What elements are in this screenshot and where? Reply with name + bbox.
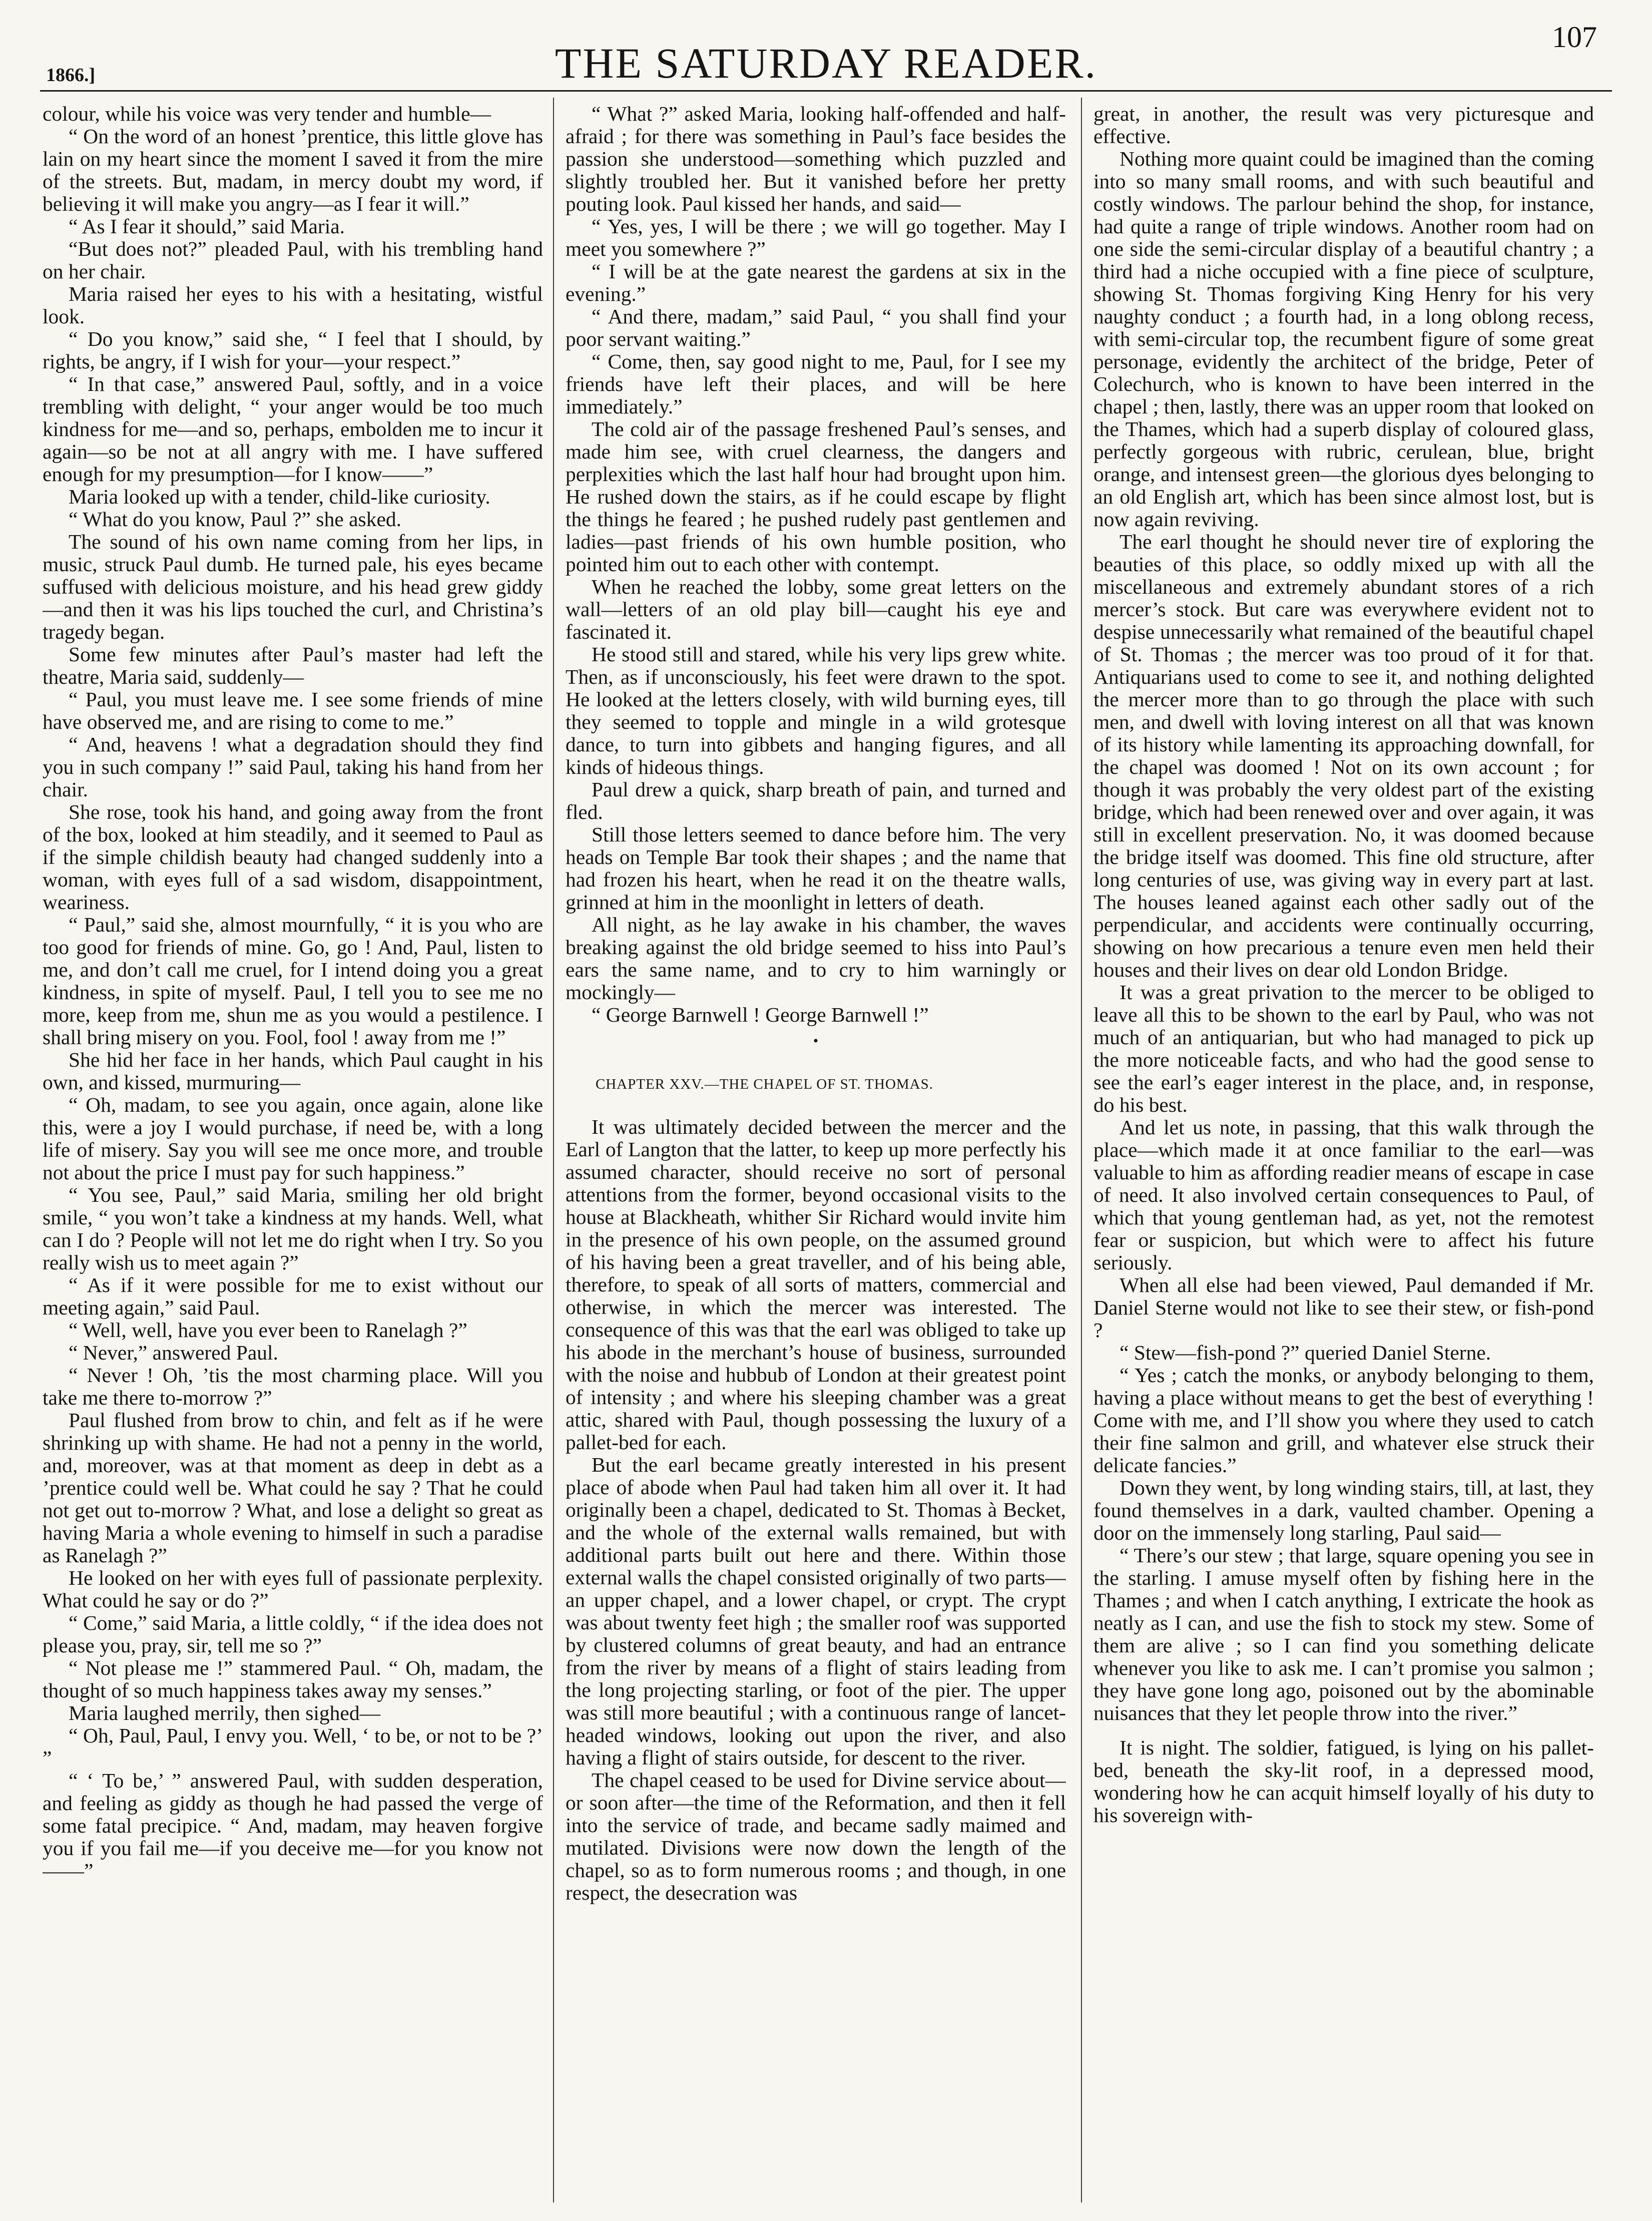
paragraph: “ Never ! Oh, ’tis the most charming place. Will you take me there to-morrow ?” <box>43 1364 543 1409</box>
paragraph: She hid her face in her hands, which Paul caught in his own, and kissed, murmuring— <box>43 1048 543 1094</box>
column-divider <box>553 98 554 2202</box>
paragraph: “ Not please me !” stammered Paul. “ Oh, madam, the thought of so much happiness takes away my senses.” <box>43 1656 543 1702</box>
paragraph: Maria looked up with a tender, child-like curiosity. <box>69 485 490 508</box>
paragraph: “ As I fear it should,” said Maria. <box>69 215 345 238</box>
paragraph: Maria raised her eyes to his with a hesitating, wistful look. <box>43 282 543 328</box>
paragraph: “ Oh, Paul, Paul, I envy you. Well, ‘ to be, or not to be ?’ ” <box>43 1724 543 1769</box>
paragraph: “ And there, madam,” said Paul, “ you shall find your poor servant waiting.” <box>566 305 1066 350</box>
paragraph: “ What ?” asked Maria, looking half-offended and half-afraid ; for there was something in Paul’s face besides the passion she understood—something which puzzled and slightly troubled her. But it vanished before her pretty pouting look. Paul kissed her hands, and said— <box>566 103 1066 215</box>
column-1 <box>43 103 543 2202</box>
column-3 <box>1093 103 1594 2202</box>
chapter-heading: CHAPTER XXV.—THE CHAPEL OF ST. THOMAS. <box>596 1076 933 1092</box>
paragraph: The earl thought he should never tire of exploring the beauties of this place, so oddly mixed up with all the miscellaneous and extremely abundant stores of a rich mercer’s stock. But care was everywhere evident not to despise unnecessarily what remained of the beautiful chapel of St. Thomas ; the mercer was too proud of it for that. Antiquarians used to come to see it, and nothing delighted the mercer more than to go through the place with such men, and dwell with loving interest on all that was known of its history while lamenting its approaching downfall, for the chapel was doomed ! Not on its own account ; for though it was probably the very oldest part of the existing bridge, which had been renewed over and over again, it was still in excellent preservation. No, it was doomed because the bridge itself was doomed. This fine old structure, after long centuries of use, was giving way in every part at last. The houses leaned against each other sadly out of the perpendicular, and accidents were continually occurring, showing on how precarious a tenure even men held their houses and their lives on dear old London Bridge. <box>1093 530 1594 981</box>
column-divider <box>1081 98 1082 2202</box>
paragraph: Nothing more quaint could be imagined than the coming into so many small rooms, and with such beautiful and costly windows. The parlour behind the shop, for instance, had quite a range of triple windows. Another room had on one side the semi-circular display of a beautiful chantry ; a third had a niche occupied with a fine piece of sculpture, showing St. Thomas forgiving King Henry for his very naughty conduct ; a fourth had, in a long oblong recess, with semi-circular top, the recumbent figure of some great personage, evidently the architect of the bridge, Peter of Colechurch, who is known to have been interred in the chapel ; then, lastly, there was an upper room that looked on the Thames, which had a superb display of coloured glass, perfectly gorgeous with rubric, cerulean, blue, bright orange, and intensest green—the glorious dyes belonging to an old English art, which has been since almost lost, but is now again reviving. <box>1093 147 1594 531</box>
paragraph: “ Oh, madam, to see you again, once again, alone like this, were a joy I would purchase, if need be, with a long life of misery. Say you will see me once more, and trouble not about the price I must pay for such happiness.” <box>43 1093 543 1184</box>
paragraph: “ As if it were possible for me to exist without our meeting again,” said Paul. <box>43 1273 543 1319</box>
paragraph: When he reached the lobby, some great letters on the wall—letters of an old play bill—caught his eye and fascinated it. <box>566 575 1066 643</box>
paragraph: “ Stew—fish-pond ?” queried Daniel Sterne. <box>1120 1341 1491 1364</box>
page-number: 107 <box>1552 21 1597 54</box>
paragraph: The cold air of the passage freshened Paul’s senses, and made him see, with cruel clearness, the dangers and perplexities which the last half hour had brought upon him. He rushed down the stairs, as if he could escape by flight the things he feared ; he pushed rudely past gentlemen and ladies—past friends of his own humble position, who pointed him out to each other with contempt. <box>566 417 1066 576</box>
paragraph: Some few minutes after Paul’s master had left the theatre, Maria said, suddenly— <box>43 643 543 688</box>
column-2 <box>566 103 1066 2202</box>
paragraph: “ Come, then, say good night to me, Paul, for I see my friends have left their places, and will be here immediately.” <box>566 350 1066 418</box>
paragraph: She rose, took his hand, and going away from the front of the box, looked at him steadily, and it seemed to Paul as if the simple childish beauty had changed suddenly into a woman, with eyes full of a sad wisdom, disappointment, weariness. <box>43 800 543 914</box>
header-rule <box>40 90 1612 92</box>
paragraph: Maria laughed merrily, then sighed— <box>69 1701 381 1724</box>
paragraph: All night, as he lay awake in his chamber, the waves breaking against the old bridge seemed to hiss into Paul’s ears the same name, and to cry to him warningly or mockingly— <box>566 913 1066 1004</box>
paragraph: “ On the word of an honest ’prentice, this little glove has lain on my heart since the moment I saved it from the mire of the streets. But, madam, in mercy doubt my word, if believing it will make you angry—as I fear it will.” <box>43 125 543 215</box>
paragraph: “ Do you know,” said she, “ I feel that I should, by rights, be angry, if I wish for your—your respect.” <box>43 327 543 373</box>
paragraph: “ What do you know, Paul ?” she asked. <box>69 508 401 531</box>
paragraph: He stood still and stared, while his very lips grew white. Then, as if unconsciously, his feet were drawn to the spot. He looked at the letters closely, with wild burning eyes, till they seemed to topple and mingle in a wild grotesque dance, to turn into gibbets and hanging figures, and all kinds of hideous things. <box>566 643 1066 778</box>
paragraph: “ I will be at the gate nearest the gardens at six in the evening.” <box>566 260 1066 305</box>
paragraph: “ Yes ; catch the monks, or anybody belonging to them, having a place without means to get the best of everything ! Come with me, and I’ll show you where they used to catch their fine salmon and grill, and whatever else struck their delicate fancies.” <box>1093 1364 1594 1477</box>
paragraph: “ In that case,” answered Paul, softly, and in a voice trembling with delight, “ your anger would be too much kindness for me—and so, perhaps, embolden me to incur it again—so be not at all angry with me. I have suffered enough for my presumption—for I know——” <box>43 372 543 486</box>
paragraph: The chapel ceased to be used for Divine service about—or soon after—the time of the Reformation, and then it fell into the service of trade, and became sadly maimed and mutilated. Divisions were now down the length of the chapel, so as to form numerous rooms ; and though, in one respect, the desecration was <box>566 1768 1066 1904</box>
paragraph: “ And, heavens ! what a degradation should they find you in such company !” said Paul, taking his hand from her chair. <box>43 733 543 801</box>
paragraph: “ There’s our stew ; that large, square opening you see in the starling. I amuse myself often by fishing here in the Thames ; and when I catch anything, I extricate the hook as neatly as I can, and use the fish to stock my stew. Some of them are alive ; so I can find you something delicate whenever you like to ask me. I can’t promise you salmon ; they have gone long ago, poisoned out by the abominable nuisances that they let people throw into the river.” <box>1093 1544 1594 1724</box>
paragraph: “ ‘ To be,’ ” answered Paul, with sudden desperation, and feeling as giddy as though he had passed the verge of some fatal precipice. “ And, madam, may heaven forgive you if you fail me—if you deceive me—for you know not——” <box>43 1769 543 1882</box>
paragraph: “ Well, well, have you ever been to Ranelagh ?” <box>69 1318 467 1342</box>
paragraph: But the earl became greatly interested in his present place of abode when Paul had taken him all over it. It had originally been a chapel, dedicated to St. Thomas à Becket, and the whole of the external walls remained, but with additional parts built out here and there. Within those external walls the chapel consisted originally of two parts—an upper chapel, and a lower chapel, or crypt. The crypt was about twenty feet high ; the smaller roof was supported by clustered columns of great beauty, and had an entrance from the river by means of a flight of stairs leading from the long projecting starling, or foot of the pier. The upper was still more beautiful ; with a continuous range of lancet-headed windows, looking out upon the river, and also having a flight of stairs outside, for descent to the river. <box>566 1453 1066 1769</box>
paragraph: “ George Barnwell ! George Barnwell !” <box>592 1003 929 1026</box>
paragraph: “ Yes, yes, I will be there ; we will go together. May I meet you somewhere ?” <box>566 215 1066 260</box>
newspaper-title: THE SATURDAY READER. <box>555 39 1097 87</box>
paragraph: great, in another, the result was very picturesque and effective. <box>1093 103 1594 148</box>
paragraph: It was ultimately decided between the mercer and the Earl of Langton that the latter, to keep up more perfectly his assumed character, should receive no sort of personal attentions from the former, beyond occasional visits to the house at Blackheath, whither Sir Richard would invite him in the presence of his own people, on the assumed ground of his having been a great traveller, and of his being able, therefore, to speak of all sorts of matters, commercial and otherwise, in which the mercer was interested. The consequence of this was that the earl was obliged to take up his abode in the merchant’s house of business, surrounded with the noise and hubbub of London at their greatest point of intensity ; and where his sleeping chamber was a great attic, shared with Paul, though possessing the luxury of a pallet-bed for each. <box>566 1115 1066 1454</box>
paragraph: “ Come,” said Maria, a little coldly, “ if the idea does not please you, pray, sir, tell me so ?” <box>43 1611 543 1657</box>
paragraph: “ You see, Paul,” said Maria, smiling her old bright smile, “ you won’t take a kindness at my hands. Well, what can I do ? People will not let me do right when I try. So you really wish us to meet again ?” <box>43 1183 543 1274</box>
paragraph: It is night. The soldier, fatigued, is lying on his pallet-bed, beneath the sky-lit roof, in a depressed mood, wondering how he can acquit himself loyally of his duty to his sovereign with- <box>1093 1736 1594 1827</box>
paragraph: “ Paul, you must leave me. I see some friends of mine have observed me, and are rising to come to me.” <box>43 688 543 733</box>
paragraph: “ Paul,” said she, almost mournfully, “ it is you who are too good for friends of mine. Go, go ! And, Paul, listen to me, and don’t call me cruel, for I intend doing you a great kindness, in spite of myself. Paul, I tell you to see me no more, keep from me, shun me as you would a pestilence. I shall bring misery on you. Fool, fool ! away from me !” <box>43 913 543 1049</box>
paragraph: colour, while his voice was very tender and humble— <box>43 103 491 125</box>
paragraph: The sound of his own name coming from her lips, in music, struck Paul dumb. He turned pale, his eyes became suffused with delicious moisture, and his head grew giddy—and then it was his lips touched the curl, and Christina’s tragedy began. <box>43 530 543 643</box>
paragraph: Paul flushed from brow to chin, and felt as if he were shrinking up with shame. He had not a penny in the world, and, moreover, was at that moment as deep in debt as a ’prentice could well be. What could he say ? That he could not get out to-morrow ? What, and lose a delight so great as having Maria a whole evening to himself in such a paradise as Ranelagh ?” <box>43 1409 543 1567</box>
paragraph: “But does not?” pleaded Paul, with his trembling hand on her chair. <box>43 237 543 283</box>
paragraph: “ Never,” answered Paul. <box>69 1341 278 1364</box>
masthead <box>40 20 1612 85</box>
paragraph: Still those letters seemed to dance before him. The very heads on Temple Bar took their shapes ; and the name that had frozen his heart, when he read it on the theatre walls, grinned at him in the moonlight in letters of death. <box>566 823 1066 914</box>
issue-date: 1866.] <box>46 65 96 86</box>
section-bullet: • <box>813 1033 819 1049</box>
paragraph: It was a great privation to the mercer to be obliged to leave all this to be shown to the earl by Paul, who was not much of an antiquarian, but who had managed to pick up the more noticeable facts, and who had the good sense to see the earl’s eager interest in the place, and, in response, do his best. <box>1093 981 1594 1116</box>
paragraph: And let us note, in passing, that this walk through the place—which made it at once familiar to the earl—was valuable to him as affording readier means of escape in case of need. It also involved certain consequences to Paul, of which that young gentleman had, as yet, not the remotest fear or suspicion, but which were to affect his future seriously. <box>1093 1116 1594 1274</box>
paragraph: Down they went, by long winding stairs, till, at last, they found themselves in a dark, vaulted chamber. Opening a door on the immensely long starling, Paul said— <box>1093 1476 1594 1544</box>
paragraph: Paul drew a quick, sharp breath of pain, and turned and fled. <box>566 778 1066 823</box>
paragraph: He looked on her with eyes full of passionate perplexity. What could he say or do ?” <box>43 1566 543 1612</box>
paragraph: When all else had been viewed, Paul demanded if Mr. Daniel Sterne would not like to see their stew, or fish-pond ? <box>1093 1273 1594 1342</box>
